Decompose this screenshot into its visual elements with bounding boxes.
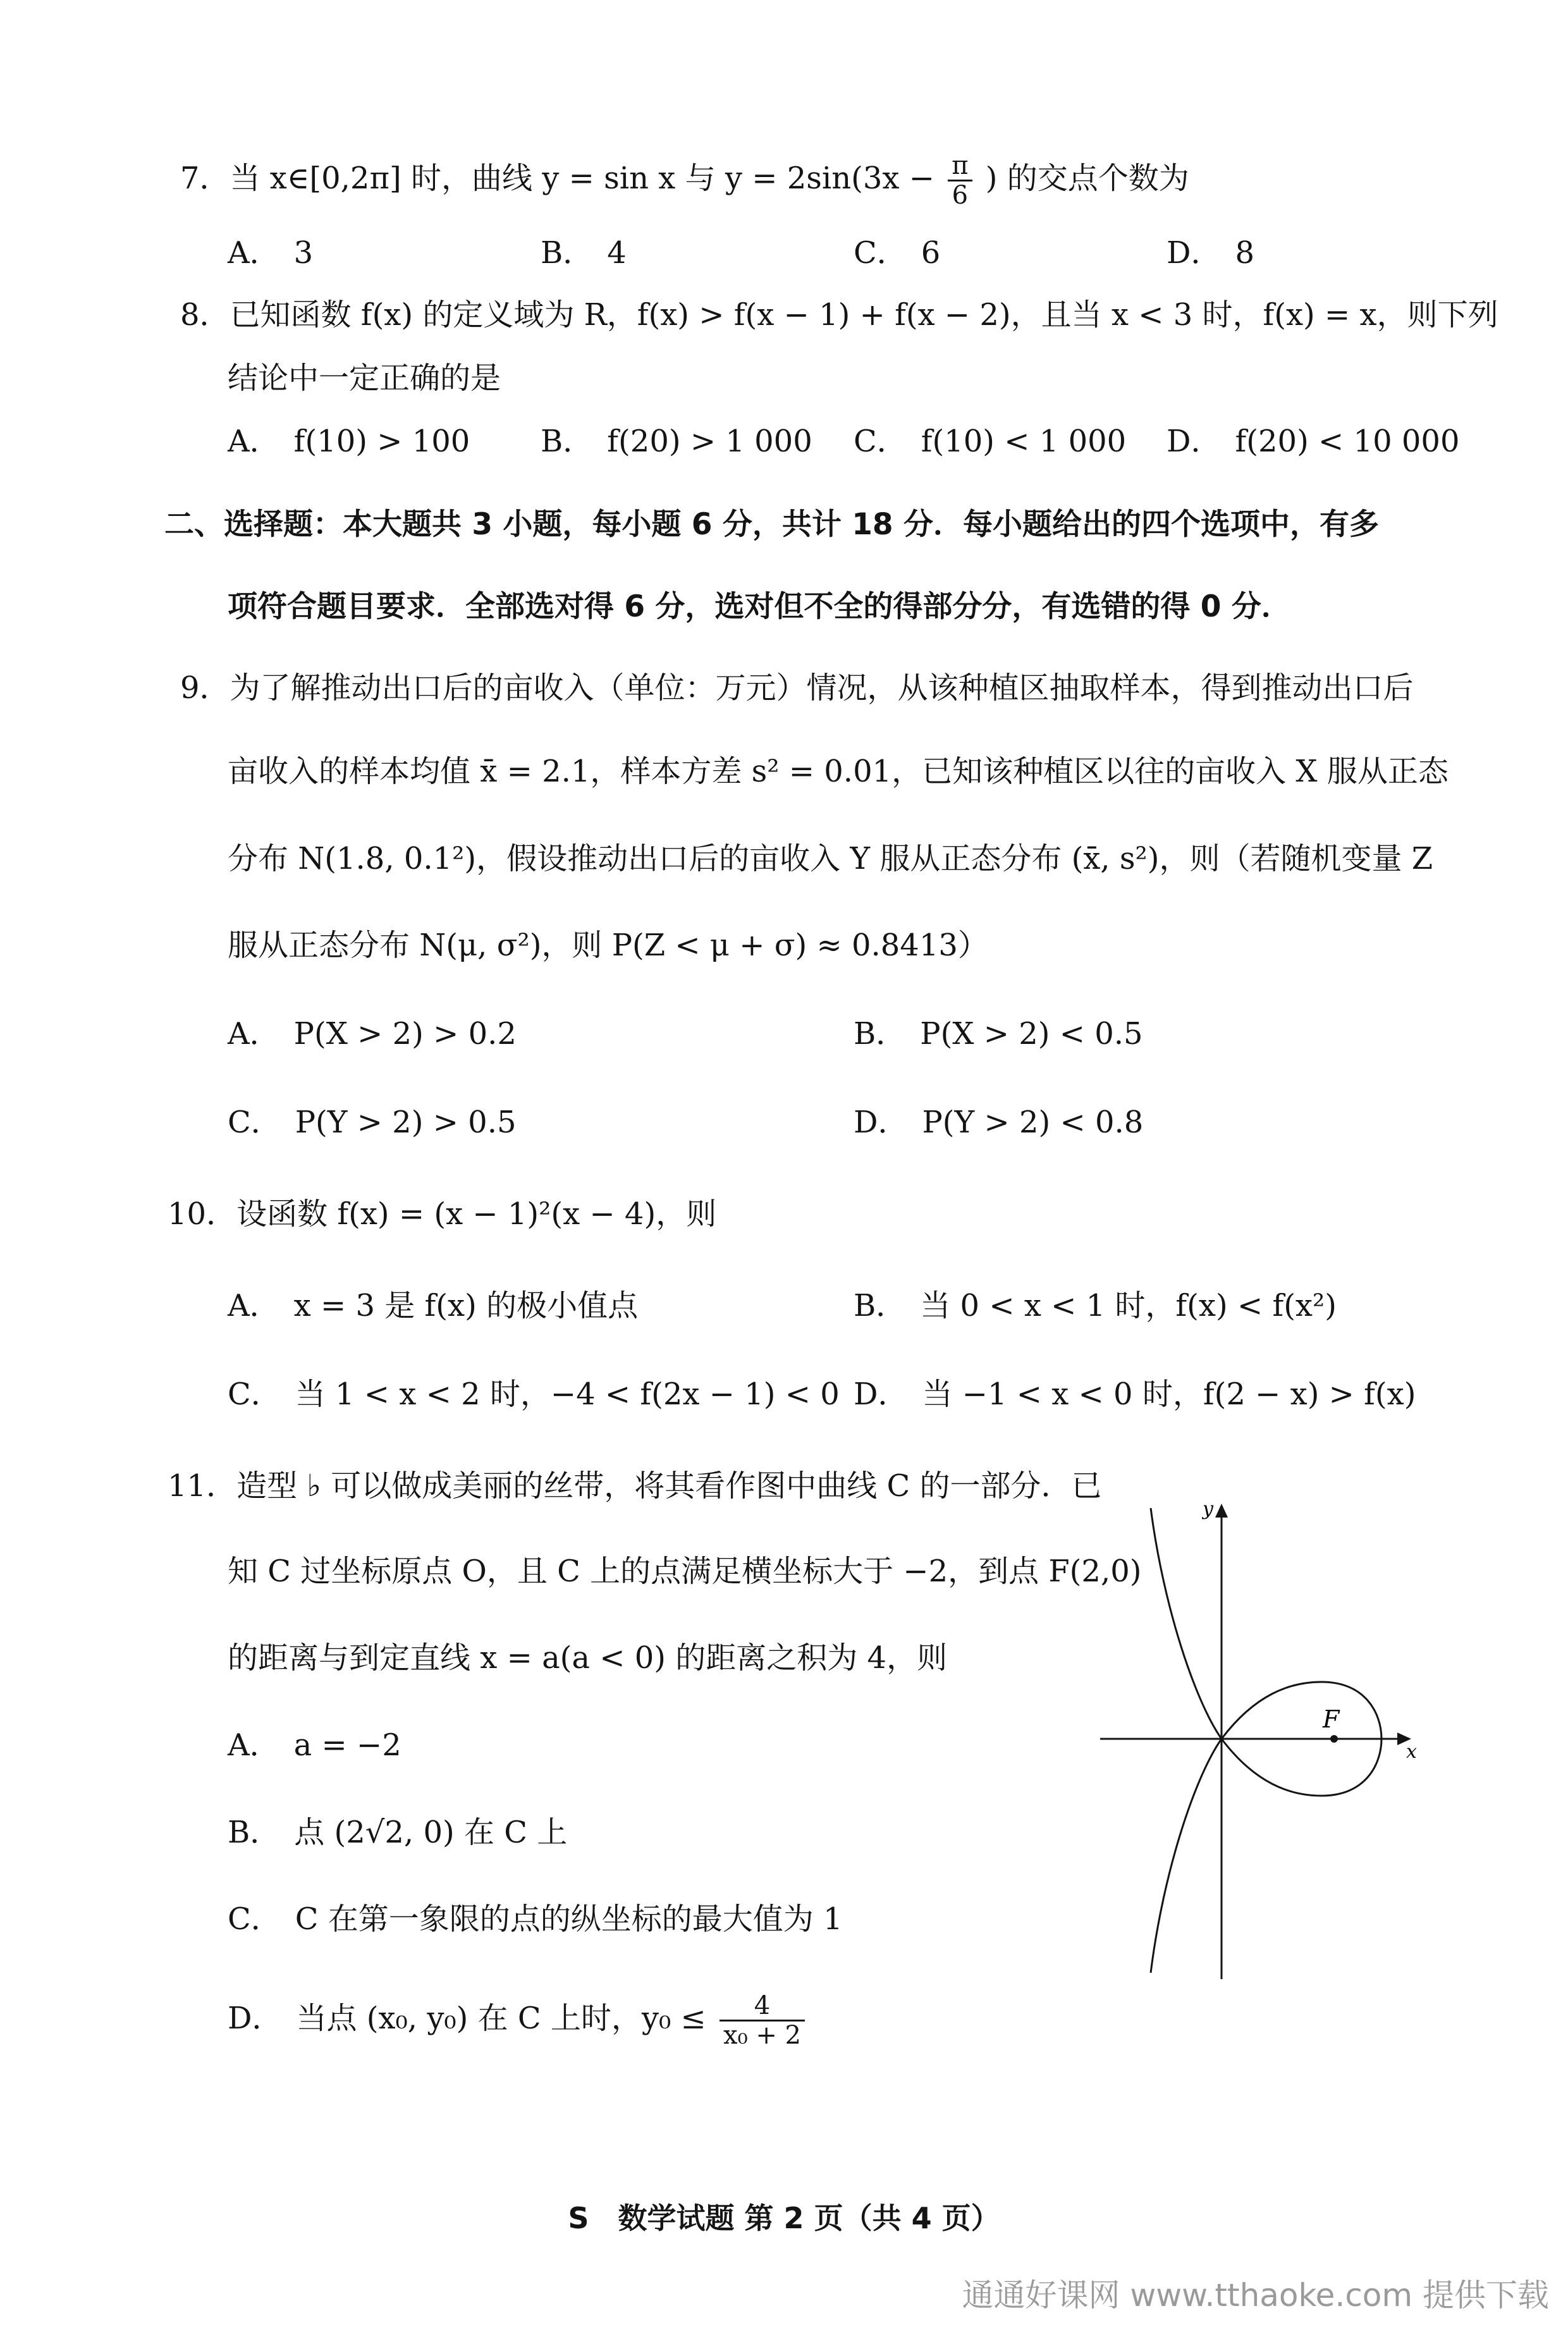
watermark: 通通好课网 www.tthaoke.com 提供下载	[962, 2277, 1549, 2314]
y-axis-label: y	[1203, 1498, 1213, 1520]
q11-stem-line2: 知 C 过坐标原点 O，且 C 上的点满足横坐标大于 −2，到点 F(2,0)	[228, 1554, 1142, 1589]
q7-option-b: B． 4	[541, 235, 627, 271]
q9-option-b: B． P(X > 2) < 0.5	[854, 1016, 1143, 1052]
q7-option-d: D． 8	[1167, 235, 1255, 271]
q9-option-c: C． P(Y > 2) > 0.5	[228, 1105, 517, 1140]
q11-frac-den: x₀ + 2	[723, 2021, 802, 2050]
q7-fraction	[948, 152, 972, 209]
focus-label: F	[1323, 1705, 1340, 1733]
q8-option-a: A． f(10) > 100	[228, 424, 470, 459]
q7-option-a: A． 3	[228, 235, 314, 271]
q8-stem-line2: 结论中一定正确的是	[228, 360, 501, 396]
q9-stem-line1: 9．为了解推动出口后的亩收入（单位：万元）情况，从该种植区抽取样本，得到推动出口后	[180, 670, 1414, 706]
page-footer: S 数学试题 第 2 页（共 4 页）	[568, 2201, 1000, 2235]
x-axis-label: x	[1406, 1741, 1417, 1763]
q7-frac-den: 6	[952, 181, 969, 210]
q9-stem-line2: 亩收入的样本均值 x̄ = 2.1，样本方差 s² = 0.01，已知该种植区以往的亩收入 X 服从正态	[228, 754, 1449, 789]
q10-option-d: D． 当 −1 < x < 0 时，f(2 − x) > f(x)	[854, 1377, 1416, 1412]
q9-option-a: A． P(X > 2) > 0.2	[228, 1016, 517, 1052]
q11-option-d-text: 当点 (x₀, y₀) 在 C 上时，y₀ ≤	[296, 2001, 706, 2036]
q11-curve-graph	[1100, 1492, 1429, 1985]
q10-option-b: B． 当 0 < x < 1 时，f(x) < f(x²)	[854, 1288, 1337, 1323]
q11-option-d-label: D．	[228, 2001, 283, 2036]
focus-point	[1330, 1735, 1338, 1743]
q7-frac-num: π	[948, 152, 972, 181]
q8-option-c: C． f(10) < 1 000	[854, 424, 1127, 459]
q10-option-a: A． x = 3 是 f(x) 的极小值点	[228, 1288, 639, 1323]
q11-option-c: C． C 在第一象限的点的纵坐标的最大值为 1	[228, 1901, 843, 1937]
q11-stem-line3: 的距离与到定直线 x = a(a < 0) 的距离之积为 4，则	[228, 1640, 948, 1676]
q10-option-c: C． 当 1 < x < 2 时，−4 < f(2x − 1) < 0	[228, 1377, 840, 1412]
q11-option-b: B． 点 (2√2, 0) 在 C 上	[228, 1815, 568, 1850]
y-axis-arrow	[1215, 1504, 1228, 1518]
q9-option-d: D． P(Y > 2) < 0.8	[854, 1105, 1144, 1140]
q8-option-d: D． f(20) < 10 000	[1167, 424, 1460, 459]
curve-left-branches	[1151, 1508, 1222, 1973]
section2-heading-line2: 项符合题目要求．全部选对得 6 分，选对但不全的得部分分，有选错的得 0 分．	[228, 589, 1291, 624]
q11-option-d-fraction	[720, 1992, 805, 2049]
q7-stem	[180, 152, 1189, 209]
q7-stem-part-b: ) 的交点个数为	[985, 161, 1189, 196]
section2-heading-line1: 二、选择题：本大题共 3 小题，每小题 6 分，共计 18 分．每小题给出的四个选项中，有多	[164, 507, 1379, 542]
q11-option-d	[228, 1992, 809, 2049]
q11-stem-line1: 11．造型 ♭ 可以做成美丽的丝带，将其看作图中曲线 C 的一部分．已	[168, 1468, 1102, 1504]
q8-stem-line1: 8．已知函数 f(x) 的定义域为 R，f(x) > f(x − 1) + f(x − 2)，且当 x < 3 时，f(x) = x，则下列	[180, 297, 1498, 333]
q7-option-c: C． 6	[854, 235, 941, 271]
q8-option-b: B． f(20) > 1 000	[541, 424, 812, 459]
q9-stem-line3: 分布 N(1.8, 0.1²)，假设推动出口后的亩收入 Y 服从正态分布 (x̄, s²)，则（若随机变量 Z	[228, 841, 1433, 876]
q7-stem-part-a: 7．当 x∈[0,2π] 时，曲线 y = sin x 与 y = 2sin(3x −	[180, 161, 934, 196]
q11-option-a: A． a = −2	[228, 1727, 401, 1763]
q10-stem: 10．设函数 f(x) = (x − 1)²(x − 4)，则	[168, 1196, 717, 1232]
q9-stem-line4: 服从正态分布 N(μ, σ²)，则 P(Z < μ + σ) ≈ 0.8413）	[228, 928, 988, 963]
q11-frac-num: 4	[720, 1992, 805, 2021]
